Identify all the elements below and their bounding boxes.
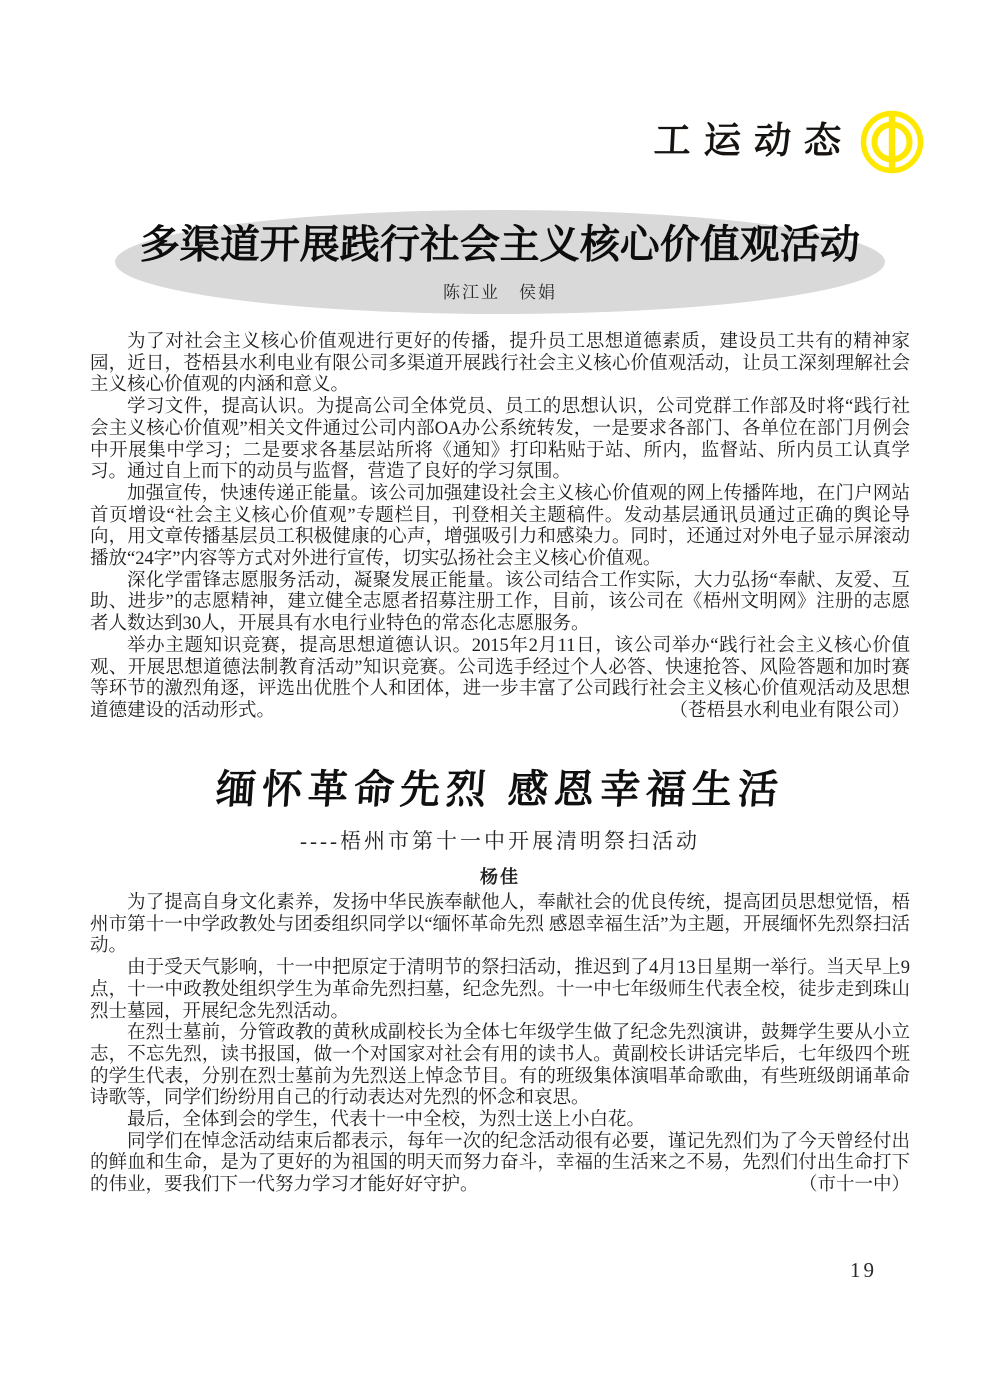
paragraph: 由于受天气影响，十一中把原定于清明节的祭扫活动，推迟到了4月13日星期一举行。当天早上9点，十一中政教处组织学生为革命先烈扫墓，纪念先烈。十一中七年级师生代表全校，徒步走到珠山烈士墓园，开展纪念先烈活动。 bbox=[90, 958, 910, 1022]
masthead bbox=[654, 110, 924, 174]
paragraph: 加强宣传，快速传递正能量。该公司加强建设社会主义核心价值观的网上传播阵地，在门户网站首页增设“社会主义核心价值观”专题栏目，刊登相关主题稿件。发动基层通讯员通过正确的舆论导向，用文章传播基层员工积极健康的心声，增强吸引力和感染力。同时，还通过对外电子显示屏滚动播放“24字”内容等方式对外进行宣传，切实弘扬社会主义核心价值观。 bbox=[90, 483, 910, 570]
article-1-title-banner bbox=[115, 210, 885, 314]
article-1-title: 多渠道开展践行社会主义核心价值观活动 bbox=[139, 223, 861, 267]
trade-union-emblem-icon bbox=[860, 110, 924, 174]
article-1-body bbox=[90, 332, 910, 723]
page-number: 19 bbox=[850, 1258, 877, 1282]
paragraph: 为了提高自身文化素养，发扬中华民族奉献他人，奉献社会的优良传统，提高团员思想觉悟，梧州市第十一中学政教处与团委组织同学以“缅怀革命先烈 感恩幸福生活”为主题，开展缅怀先烈祭扫活动。 bbox=[90, 893, 910, 957]
paragraph: 学习文件，提高认识。为提高公司全体党员、员工的思想认识，公司党群工作部及时将“践行社会主义核心价值观”相关文件通过公司内部OA办公系统转发，一是要求各部门、各单位在部门月例会中开展集中学习；二是要求各基层站所将《通知》打印粘贴于站、所内，监督站、所内员工认真学习。通过自上而下的动员与监督，营造了良好的学习氛围。 bbox=[90, 397, 910, 483]
paragraph-text: 举办主题知识竞赛，提高思想道德认识。2015年2月11日，该公司举办“践行社会主义核心价值观、开展思想道德法制教育活动”知识竞赛。公司选手经过个人必答、快速抢答、风险答题和加时赛等环节的激烈角逐，评选出优胜个人和团体，进一步丰富了公司践行社会主义核心价值观活动及思想道德建设的活动形式。 bbox=[90, 635, 910, 721]
article-2-author: 杨佳 bbox=[480, 867, 520, 887]
paragraph: 最后，全体到会的学生，代表十一中全校，为烈士送上小白花。 bbox=[127, 1110, 646, 1131]
paragraph bbox=[90, 636, 910, 723]
article-2-title: 缅怀革命先烈 感恩幸福生活 bbox=[214, 767, 786, 812]
article-1-authors: 陈江业 侯娟 bbox=[443, 283, 557, 302]
paragraph-text: 同学们在悼念活动结束后都表示，每年一次的纪念活动很有必要，谨记先烈们为了今天曾经付出的鲜血和生命，是为了更好的为祖国的明天而努力奋斗，幸福的生活来之不易，先烈们付出生命打下的伟业，要我们下一代努力学习才能好好守护。 bbox=[90, 1131, 910, 1196]
paragraph bbox=[90, 1132, 910, 1197]
article-2-body bbox=[90, 893, 910, 1197]
paragraph: 深化学雷锋志愿服务活动，凝聚发展正能量。该公司结合工作实际，大力弘扬“奉献、友爱、互助、进步”的志愿精神，建立健全志愿者招募注册工作，目前，该公司在《梧州文明网》注册的志愿者人数达到30人，开展具有水电行业特色的常态化志愿服务。 bbox=[90, 570, 910, 635]
masthead-title: 工运动态 bbox=[652, 121, 856, 162]
article-2-subtitle: ----梧州市第十一中开展清明祭扫活动 bbox=[300, 829, 700, 853]
article-2-header bbox=[0, 766, 1000, 889]
paragraph: 在烈士墓前，分管政教的黄秋成副校长为全体七年级学生做了纪念先烈演讲，鼓舞学生要从小立志，不忘先烈，读书报国，做一个对国家对社会有用的读书人。黄副校长讲话完毕后，七年级四个班的学生代表，分别在烈士墓前为先烈送上悼念节目。有的班级集体演唱革命歌曲，有些班级朗诵革命诗歌等，同学们纷纷用自己的行动表达对先烈的怀念和哀思。 bbox=[90, 1023, 910, 1109]
article-1-attribution: （苍梧县水利电业有限公司） bbox=[669, 700, 910, 721]
article-2-attribution: （市十一中） bbox=[798, 1175, 910, 1196]
paragraph: 为了对社会主义核心价值观进行更好的传播，提升员工思想道德素质，建设员工共有的精神家园，近日，苍梧县水利电业有限公司多渠道开展践行社会主义核心价值观活动，让员工深刻理解社会主义核心价值观的内涵和意义。 bbox=[90, 332, 910, 396]
